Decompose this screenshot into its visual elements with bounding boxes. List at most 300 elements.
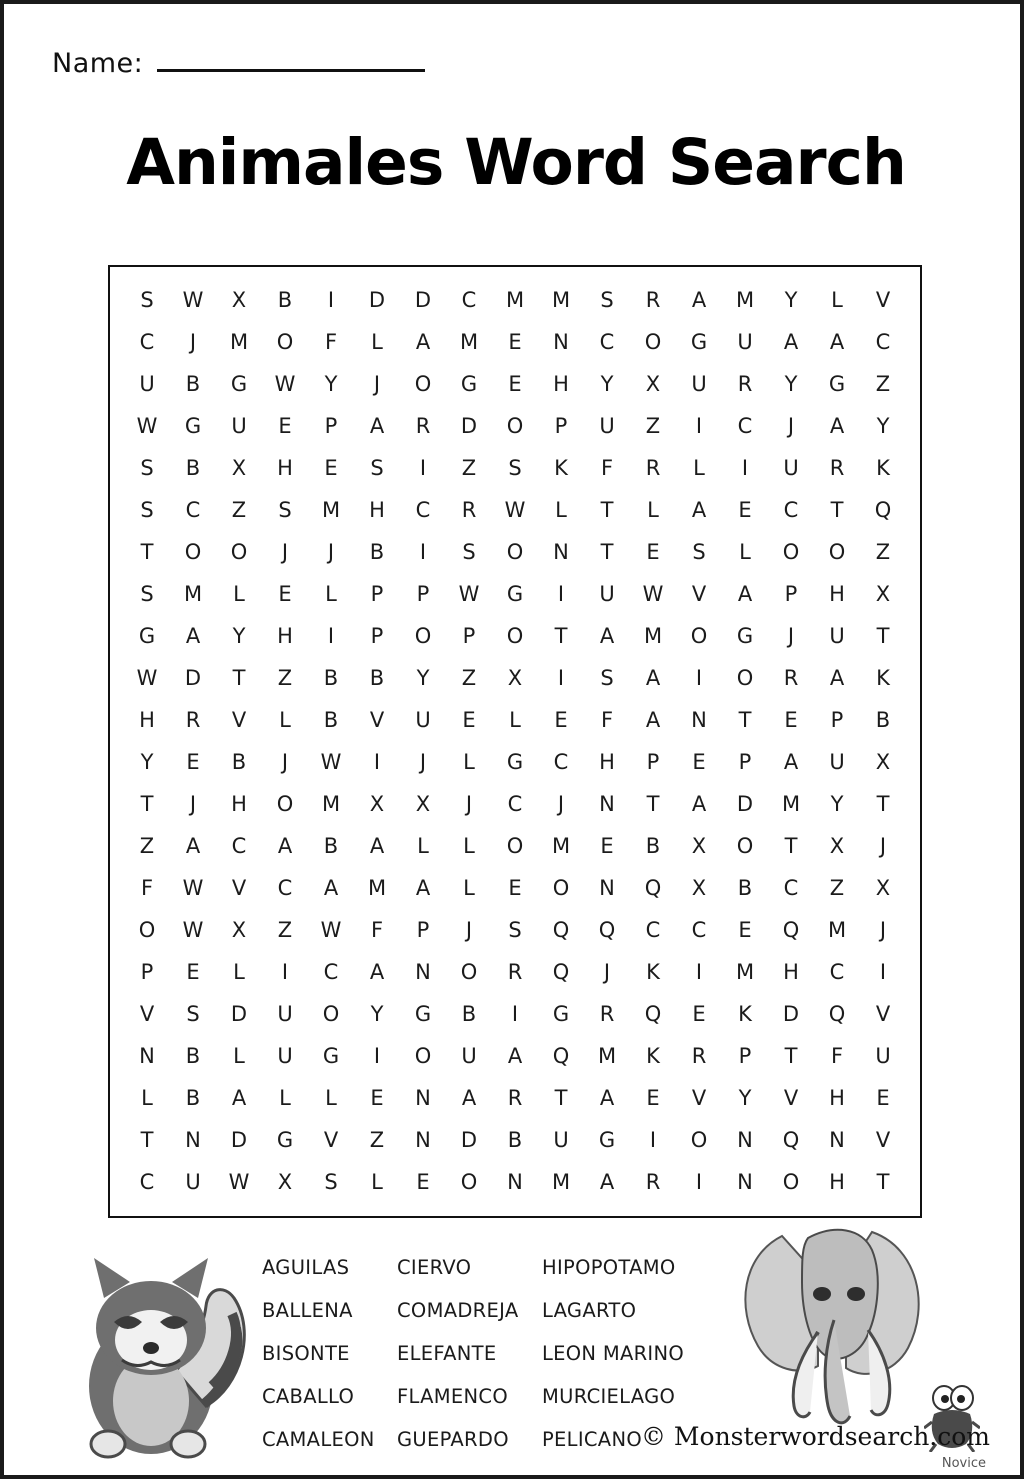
grid-cell[interactable]: B (369, 665, 385, 690)
grid-cell[interactable]: A (599, 1170, 615, 1195)
grid-cell[interactable]: H (829, 1170, 845, 1195)
grid-cell[interactable]: Y (600, 371, 614, 396)
grid-cell[interactable]: N (737, 1128, 753, 1153)
grid-cell[interactable]: I (327, 623, 335, 648)
grid-cell[interactable]: M (735, 960, 755, 985)
grid-cell[interactable]: E (554, 707, 568, 732)
grid-cell[interactable]: N (507, 1170, 523, 1195)
grid-cell[interactable]: O (138, 918, 156, 943)
grid-cell[interactable]: V (231, 876, 247, 901)
grid-cell[interactable]: Y (738, 1086, 752, 1111)
grid-cell[interactable]: T (232, 665, 246, 690)
grid-cell[interactable]: G (322, 1044, 340, 1069)
grid-cell[interactable]: E (416, 1170, 430, 1195)
grid-cell[interactable]: C (691, 918, 707, 943)
grid-cell[interactable]: D (230, 1128, 248, 1153)
grid-cell[interactable]: I (327, 287, 335, 312)
grid-cell[interactable]: O (644, 329, 662, 354)
grid-cell[interactable]: C (139, 1170, 155, 1195)
grid-cell[interactable]: H (599, 750, 615, 775)
grid-cell[interactable]: L (279, 707, 291, 732)
grid-cell[interactable]: J (879, 834, 887, 859)
grid-cell[interactable]: P (738, 750, 752, 775)
grid-cell[interactable]: J (787, 413, 795, 438)
grid-cell[interactable]: H (231, 792, 247, 817)
grid-cell[interactable]: N (415, 1128, 431, 1153)
grid-cell[interactable]: O (184, 539, 202, 564)
grid-cell[interactable]: E (876, 1086, 890, 1111)
grid-cell[interactable]: K (876, 665, 890, 690)
grid-cell[interactable]: M (321, 792, 341, 817)
grid-cell[interactable]: H (829, 581, 845, 606)
grid-cell[interactable]: U (599, 581, 615, 606)
grid-cell[interactable]: Z (277, 665, 293, 690)
grid-cell[interactable]: L (555, 497, 567, 522)
grid-cell[interactable]: G (506, 750, 524, 775)
grid-cell[interactable]: Z (875, 539, 891, 564)
grid-cell[interactable]: I (419, 539, 427, 564)
grid-cell[interactable]: O (506, 539, 524, 564)
grid-cell[interactable]: S (278, 497, 292, 522)
grid-cell[interactable]: Z (829, 876, 845, 901)
grid-cell[interactable]: N (599, 876, 615, 901)
grid-cell[interactable]: A (507, 1044, 523, 1069)
grid-cell[interactable]: L (463, 876, 475, 901)
grid-cell[interactable]: J (787, 623, 795, 648)
grid-cell[interactable]: E (646, 539, 660, 564)
grid-cell[interactable]: P (416, 581, 430, 606)
grid-cell[interactable]: W (320, 918, 342, 943)
grid-cell[interactable]: Z (461, 455, 477, 480)
grid-cell[interactable]: W (458, 581, 480, 606)
grid-cell[interactable]: X (875, 876, 891, 901)
grid-cell[interactable]: R (645, 1170, 661, 1195)
grid-cell[interactable]: H (829, 1086, 845, 1111)
grid-cell[interactable]: X (231, 287, 247, 312)
grid-cell[interactable]: Y (140, 750, 154, 775)
grid-cell[interactable]: L (509, 707, 521, 732)
grid-cell[interactable]: M (735, 287, 755, 312)
grid-cell[interactable]: J (603, 960, 611, 985)
grid-cell[interactable]: L (463, 750, 475, 775)
grid-cell[interactable]: T (876, 623, 890, 648)
grid-cell[interactable]: P (370, 623, 384, 648)
grid-cell[interactable]: O (276, 792, 294, 817)
grid-cell[interactable]: K (738, 1002, 752, 1027)
grid-cell[interactable]: Q (552, 960, 570, 985)
grid-cell[interactable]: I (557, 581, 565, 606)
grid-cell[interactable]: T (554, 623, 568, 648)
grid-cell[interactable]: O (414, 1044, 432, 1069)
grid-cell[interactable]: T (140, 1128, 154, 1153)
grid-cell[interactable]: R (507, 960, 523, 985)
grid-cell[interactable]: B (185, 1086, 201, 1111)
grid-cell[interactable]: M (459, 329, 479, 354)
grid-cell[interactable]: B (277, 287, 293, 312)
grid-cell[interactable]: Z (461, 665, 477, 690)
grid-cell[interactable]: X (645, 371, 661, 396)
grid-cell[interactable]: U (737, 329, 753, 354)
grid-cell[interactable]: Q (782, 1128, 800, 1153)
grid-cell[interactable]: U (875, 1044, 891, 1069)
grid-cell[interactable]: C (553, 750, 569, 775)
grid-cell[interactable]: S (140, 497, 154, 522)
grid-cell[interactable]: X (829, 834, 845, 859)
grid-cell[interactable]: L (233, 581, 245, 606)
grid-cell[interactable]: R (737, 371, 753, 396)
grid-cell[interactable]: W (136, 413, 158, 438)
grid-cell[interactable]: Z (231, 497, 247, 522)
grid-cell[interactable]: S (140, 581, 154, 606)
grid-cell[interactable]: C (829, 960, 845, 985)
grid-cell[interactable]: A (783, 329, 799, 354)
grid-cell[interactable]: A (461, 1086, 477, 1111)
grid-cell[interactable]: E (692, 1002, 706, 1027)
grid-cell[interactable]: T (784, 1044, 798, 1069)
grid-cell[interactable]: Y (784, 287, 798, 312)
grid-cell[interactable]: X (507, 665, 523, 690)
grid-cell[interactable]: U (691, 371, 707, 396)
grid-cell[interactable]: O (230, 539, 248, 564)
grid-cell[interactable]: I (741, 455, 749, 480)
grid-cell[interactable]: P (324, 413, 338, 438)
grid-cell[interactable]: D (782, 1002, 800, 1027)
grid-cell[interactable]: S (462, 539, 476, 564)
grid-cell[interactable]: K (646, 1044, 660, 1069)
grid-cell[interactable]: A (737, 581, 753, 606)
grid-cell[interactable]: D (460, 413, 478, 438)
grid-cell[interactable]: U (139, 371, 155, 396)
grid-cell[interactable]: B (323, 707, 339, 732)
grid-cell[interactable]: Z (875, 371, 891, 396)
grid-cell[interactable]: C (737, 413, 753, 438)
grid-cell[interactable]: R (599, 1002, 615, 1027)
grid-cell[interactable]: A (185, 834, 201, 859)
grid-cell[interactable]: P (140, 960, 154, 985)
grid-cell[interactable]: L (233, 960, 245, 985)
grid-cell[interactable]: X (875, 750, 891, 775)
grid-cell[interactable]: B (507, 1128, 523, 1153)
grid-cell[interactable]: Y (232, 623, 246, 648)
grid-cell[interactable]: U (231, 413, 247, 438)
grid-cell[interactable]: H (369, 497, 385, 522)
grid-cell[interactable]: A (645, 665, 661, 690)
grid-cell[interactable]: U (553, 1128, 569, 1153)
grid-cell[interactable]: A (323, 876, 339, 901)
grid-cell[interactable]: F (600, 707, 614, 732)
grid-cell[interactable]: O (736, 665, 754, 690)
grid-cell[interactable]: P (830, 707, 844, 732)
grid-cell[interactable]: G (230, 371, 248, 396)
grid-cell[interactable]: O (828, 539, 846, 564)
grid-cell[interactable]: A (829, 413, 845, 438)
grid-cell[interactable]: A (277, 834, 293, 859)
grid-cell[interactable]: W (182, 287, 204, 312)
grid-cell[interactable]: U (415, 707, 431, 732)
grid-cell[interactable]: J (557, 792, 565, 817)
grid-cell[interactable]: A (599, 1086, 615, 1111)
grid-cell[interactable]: S (370, 455, 384, 480)
grid-cell[interactable]: L (693, 455, 705, 480)
grid-cell[interactable]: G (552, 1002, 570, 1027)
grid-cell[interactable]: M (551, 1170, 571, 1195)
grid-cell[interactable]: I (419, 455, 427, 480)
grid-cell[interactable]: C (461, 287, 477, 312)
grid-cell[interactable]: M (781, 792, 801, 817)
grid-cell[interactable]: M (505, 287, 525, 312)
grid-cell[interactable]: L (325, 1086, 337, 1111)
grid-cell[interactable]: O (690, 1128, 708, 1153)
grid-cell[interactable]: K (554, 455, 568, 480)
grid-cell[interactable]: B (185, 1044, 201, 1069)
grid-cell[interactable]: W (504, 497, 526, 522)
grid-cell[interactable]: A (645, 707, 661, 732)
grid-cell[interactable]: G (460, 371, 478, 396)
grid-cell[interactable]: V (139, 1002, 155, 1027)
grid-cell[interactable]: X (691, 876, 707, 901)
grid-cell[interactable]: B (645, 834, 661, 859)
grid-cell[interactable]: S (600, 665, 614, 690)
grid-cell[interactable]: X (231, 918, 247, 943)
grid-cell[interactable]: R (783, 665, 799, 690)
grid-cell[interactable]: Q (552, 1044, 570, 1069)
grid-cell[interactable]: P (462, 623, 476, 648)
grid-cell[interactable]: Q (644, 876, 662, 901)
grid-cell[interactable]: M (367, 876, 387, 901)
grid-cell[interactable]: C (231, 834, 247, 859)
grid-cell[interactable]: I (695, 960, 703, 985)
grid-cell[interactable]: T (600, 539, 614, 564)
grid-cell[interactable]: O (506, 413, 524, 438)
grid-cell[interactable]: C (323, 960, 339, 985)
grid-cell[interactable]: B (185, 371, 201, 396)
grid-cell[interactable]: R (645, 455, 661, 480)
grid-cell[interactable]: S (324, 1170, 338, 1195)
grid-cell[interactable]: E (186, 750, 200, 775)
grid-cell[interactable]: C (783, 497, 799, 522)
grid-cell[interactable]: L (325, 581, 337, 606)
grid-cell[interactable]: E (784, 707, 798, 732)
grid-cell[interactable]: O (736, 834, 754, 859)
grid-cell[interactable]: R (461, 497, 477, 522)
grid-cell[interactable]: T (140, 792, 154, 817)
grid-cell[interactable]: C (415, 497, 431, 522)
grid-cell[interactable]: V (875, 287, 891, 312)
grid-cell[interactable]: I (373, 750, 381, 775)
grid-cell[interactable]: Q (644, 1002, 662, 1027)
grid-cell[interactable]: B (461, 1002, 477, 1027)
grid-cell[interactable]: I (281, 960, 289, 985)
grid-cell[interactable]: E (462, 707, 476, 732)
grid-cell[interactable]: A (691, 792, 707, 817)
grid-cell[interactable]: G (276, 1128, 294, 1153)
grid-cell[interactable]: I (649, 1128, 657, 1153)
grid-cell[interactable]: N (185, 1128, 201, 1153)
grid-cell[interactable]: J (419, 750, 427, 775)
grid-cell[interactable]: N (553, 539, 569, 564)
grid-cell[interactable]: U (829, 750, 845, 775)
grid-cell[interactable]: I (373, 1044, 381, 1069)
grid-cell[interactable]: W (182, 918, 204, 943)
letter-grid[interactable] (124, 279, 906, 1204)
grid-cell[interactable]: U (829, 623, 845, 648)
grid-cell[interactable]: T (738, 707, 752, 732)
grid-cell[interactable]: D (368, 287, 386, 312)
grid-cell[interactable]: H (553, 371, 569, 396)
grid-cell[interactable]: J (373, 371, 381, 396)
grid-cell[interactable]: U (277, 1002, 293, 1027)
grid-cell[interactable]: B (323, 665, 339, 690)
grid-cell[interactable]: M (643, 623, 663, 648)
grid-cell[interactable]: P (554, 413, 568, 438)
grid-cell[interactable]: S (692, 539, 706, 564)
grid-cell[interactable]: F (324, 329, 338, 354)
grid-cell[interactable]: Z (277, 918, 293, 943)
grid-cell[interactable]: D (460, 1128, 478, 1153)
grid-cell[interactable]: I (695, 413, 703, 438)
grid-cell[interactable]: T (140, 539, 154, 564)
grid-cell[interactable]: G (828, 371, 846, 396)
grid-cell[interactable]: A (231, 1086, 247, 1111)
grid-cell[interactable]: R (691, 1044, 707, 1069)
grid-cell[interactable]: A (783, 750, 799, 775)
grid-cell[interactable]: O (506, 834, 524, 859)
grid-cell[interactable]: A (369, 834, 385, 859)
grid-cell[interactable]: V (875, 1128, 891, 1153)
grid-cell[interactable]: D (736, 792, 754, 817)
grid-cell[interactable]: E (186, 960, 200, 985)
grid-cell[interactable]: K (646, 960, 660, 985)
grid-cell[interactable]: R (829, 455, 845, 480)
grid-cell[interactable]: J (327, 539, 335, 564)
grid-cell[interactable]: C (645, 918, 661, 943)
grid-cell[interactable]: L (371, 1170, 383, 1195)
grid-cell[interactable]: Y (324, 371, 338, 396)
grid-cell[interactable]: O (506, 623, 524, 648)
grid-cell[interactable]: G (414, 1002, 432, 1027)
grid-cell[interactable]: O (552, 876, 570, 901)
grid-cell[interactable]: M (827, 918, 847, 943)
grid-cell[interactable]: L (233, 1044, 245, 1069)
grid-cell[interactable]: V (783, 1086, 799, 1111)
grid-cell[interactable]: E (738, 918, 752, 943)
grid-cell[interactable]: P (646, 750, 660, 775)
grid-cell[interactable]: Q (828, 1002, 846, 1027)
grid-cell[interactable]: O (690, 623, 708, 648)
grid-cell[interactable]: X (231, 455, 247, 480)
grid-cell[interactable]: O (414, 371, 432, 396)
grid-cell[interactable]: C (277, 876, 293, 901)
grid-cell[interactable]: L (417, 834, 429, 859)
grid-cell[interactable]: J (281, 539, 289, 564)
grid-cell[interactable]: C (875, 329, 891, 354)
grid-cell[interactable]: B (231, 750, 247, 775)
grid-cell[interactable]: J (281, 750, 289, 775)
grid-cell[interactable]: S (186, 1002, 200, 1027)
grid-cell[interactable]: O (460, 960, 478, 985)
grid-cell[interactable]: V (691, 1086, 707, 1111)
grid-cell[interactable]: Q (782, 918, 800, 943)
grid-cell[interactable]: Q (874, 497, 892, 522)
grid-cell[interactable]: Q (552, 918, 570, 943)
grid-cell[interactable]: S (508, 918, 522, 943)
grid-cell[interactable]: E (508, 371, 522, 396)
grid-cell[interactable]: B (737, 876, 753, 901)
grid-cell[interactable]: W (642, 581, 664, 606)
grid-cell[interactable]: N (829, 1128, 845, 1153)
grid-cell[interactable]: I (879, 960, 887, 985)
grid-cell[interactable]: F (830, 1044, 844, 1069)
grid-cell[interactable]: L (371, 329, 383, 354)
grid-cell[interactable]: C (507, 792, 523, 817)
grid-cell[interactable]: J (879, 918, 887, 943)
grid-cell[interactable]: A (185, 623, 201, 648)
grid-cell[interactable]: N (553, 329, 569, 354)
grid-cell[interactable]: M (551, 287, 571, 312)
grid-cell[interactable]: I (695, 1170, 703, 1195)
grid-cell[interactable]: D (184, 665, 202, 690)
grid-cell[interactable]: L (279, 1086, 291, 1111)
grid-cell[interactable]: C (783, 876, 799, 901)
grid-cell[interactable]: P (370, 581, 384, 606)
grid-cell[interactable]: J (189, 792, 197, 817)
grid-cell[interactable]: A (829, 665, 845, 690)
grid-cell[interactable]: W (320, 750, 342, 775)
grid-cell[interactable]: G (736, 623, 754, 648)
grid-cell[interactable]: C (185, 497, 201, 522)
grid-cell[interactable]: H (783, 960, 799, 985)
grid-cell[interactable]: B (323, 834, 339, 859)
grid-cell[interactable]: O (782, 1170, 800, 1195)
grid-cell[interactable]: N (599, 792, 615, 817)
grid-cell[interactable]: Y (830, 792, 844, 817)
grid-cell[interactable]: J (465, 792, 473, 817)
grid-cell[interactable]: N (415, 1086, 431, 1111)
grid-cell[interactable]: L (647, 497, 659, 522)
grid-cell[interactable]: A (415, 876, 431, 901)
grid-cell[interactable]: L (141, 1086, 153, 1111)
grid-cell[interactable]: N (691, 707, 707, 732)
grid-cell[interactable]: P (738, 1044, 752, 1069)
grid-cell[interactable]: G (138, 623, 156, 648)
grid-cell[interactable]: M (183, 581, 203, 606)
grid-cell[interactable]: G (184, 413, 202, 438)
grid-cell[interactable]: Z (139, 834, 155, 859)
grid-cell[interactable]: E (646, 1086, 660, 1111)
grid-cell[interactable]: R (507, 1086, 523, 1111)
grid-cell[interactable]: Y (416, 665, 430, 690)
grid-cell[interactable]: I (557, 665, 565, 690)
grid-cell[interactable]: O (460, 1170, 478, 1195)
grid-cell[interactable]: A (369, 960, 385, 985)
grid-cell[interactable]: U (461, 1044, 477, 1069)
grid-cell[interactable]: X (875, 581, 891, 606)
grid-cell[interactable]: V (323, 1128, 339, 1153)
grid-cell[interactable]: S (140, 287, 154, 312)
grid-cell[interactable]: Y (784, 371, 798, 396)
grid-cell[interactable]: Y (876, 413, 890, 438)
grid-cell[interactable]: K (876, 455, 890, 480)
grid-cell[interactable]: X (369, 792, 385, 817)
grid-cell[interactable]: T (876, 792, 890, 817)
grid-cell[interactable]: O (782, 539, 800, 564)
grid-cell[interactable]: P (784, 581, 798, 606)
grid-cell[interactable]: W (274, 371, 296, 396)
grid-cell[interactable]: E (692, 750, 706, 775)
grid-cell[interactable]: F (140, 876, 154, 901)
grid-cell[interactable]: T (876, 1170, 890, 1195)
grid-cell[interactable]: S (508, 455, 522, 480)
